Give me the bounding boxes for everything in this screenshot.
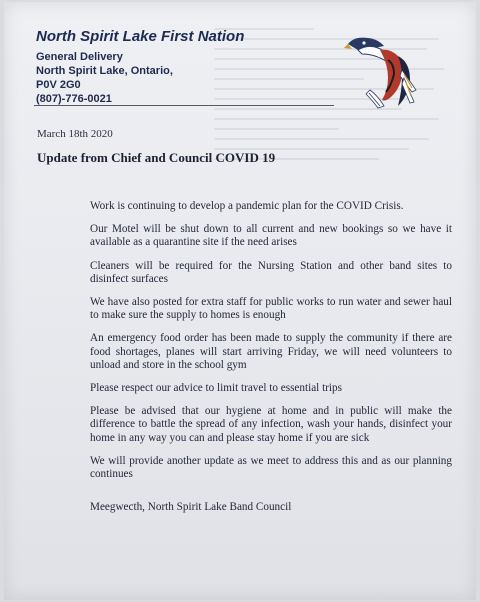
body-paragraph: We will provide another update as we meet to address this and as our planning continues xyxy=(90,454,452,481)
letter-date: March 18th 2020 xyxy=(37,128,113,140)
body-paragraph: Our Motel will be shut down to all current and new bookings so we have it available as a quarantine site if the need arises xyxy=(90,223,452,249)
body-paragraph: Please respect our advice to limit travel to essential trips xyxy=(90,382,342,395)
letterhead-divider xyxy=(34,105,334,106)
letter-signoff: Meegwecth, North Spirit Lake Band Council xyxy=(90,501,292,513)
eagle-head-feather-icon xyxy=(344,30,420,110)
letter-subject: Update from Chief and Council COVID 19 xyxy=(37,150,276,165)
letter-page xyxy=(4,2,476,600)
address-line: P0V 2G0 xyxy=(36,79,81,91)
body-paragraph: We have also posted for extra staff for public works to run water and sewer haul to make sure the supply to homes is enough xyxy=(90,296,452,322)
address-line: North Spirit Lake, Ontario, xyxy=(36,65,173,77)
letter-body xyxy=(90,200,452,491)
body-paragraph: Please be advised that our hygiene at home and in public will make the difference to battle the spread of any infection, wash your hands, disinfect your home in any way you can and please stay home if you are sick xyxy=(90,405,452,444)
organization-name: North Spirit Lake First Nation xyxy=(36,28,245,45)
phone-number: (807)-776-0021 xyxy=(36,93,112,105)
body-paragraph: An emergency food order has been made to supply the community if there are food shortages, planes will start arriving Friday, we will need volunteers to unload and store in the school gym xyxy=(90,332,452,371)
letterhead xyxy=(36,28,244,106)
body-paragraph: Work is continuing to develop a pandemic plan for the COVID Crisis. xyxy=(90,200,404,212)
address-line: General Delivery xyxy=(36,51,123,63)
body-paragraph: Cleaners will be required for the Nursing Station and other band sites to disinfect surfaces xyxy=(90,259,452,285)
